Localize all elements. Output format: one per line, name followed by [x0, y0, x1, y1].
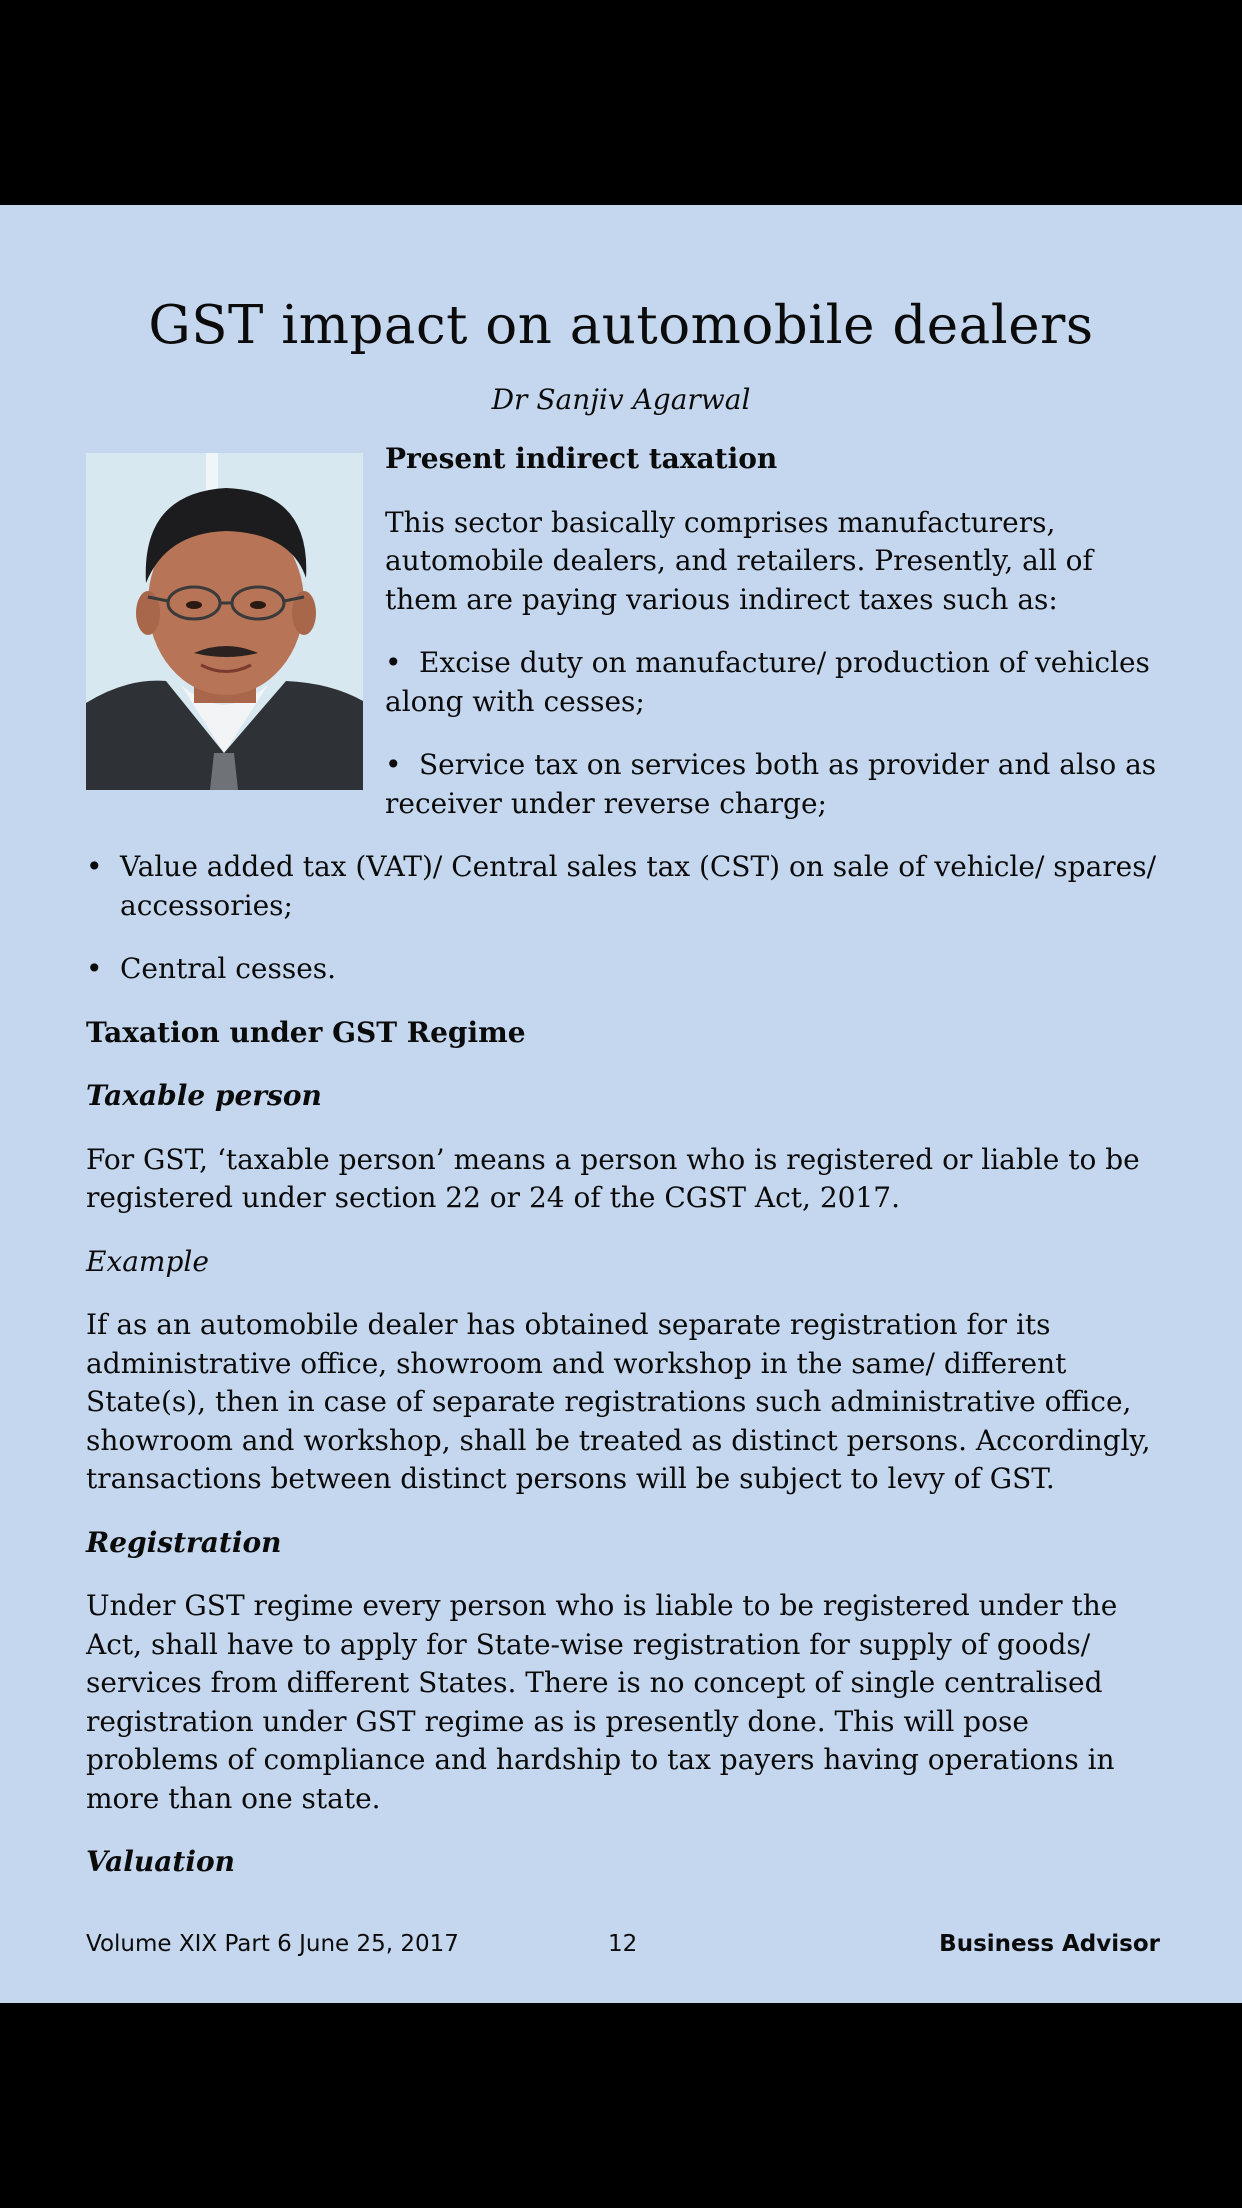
bullet-item: • Value added tax (VAT)/ Central sales tax (CST) on sale of vehicle/ spares/ accessories; [86, 850, 1157, 922]
footer-publication: Business Advisor [939, 1931, 1160, 1957]
bullet-marker: • [86, 952, 103, 985]
page-footer [86, 1931, 1160, 1963]
paragraph-taxable-person: For GST, ‘taxable person’ means a person who is registered or liable to be registered under section 22 or 24 of the CGST Act, 2017. [86, 1142, 1140, 1214]
bullet-item: • Central cesses. [86, 950, 1160, 989]
bullet-item: • Service tax on services both as provider and also as receiver under reverse charge; [385, 748, 1157, 820]
footer-volume: Volume XIX Part 6 June 25, 2017 [86, 1931, 459, 1957]
paragraph-registration: Under GST regime every person who is liable to be registered under the Act, shall have to apply for State-wise registration for supply of goods/ services from different States. There is no concept of single centralised registration under GST regime as is presently done. This will pose problems of compliance and hardship to tax payers having operations in more than one state. [86, 1589, 1118, 1815]
heading-valuation: Valuation [86, 1845, 236, 1878]
heading-present-taxation: Present indirect taxation [385, 442, 778, 475]
bullet-marker: • [86, 850, 103, 883]
article-body [86, 440, 1160, 1882]
heading-taxable-person: Taxable person [86, 1079, 322, 1112]
article-title: GST impact on automobile dealers [148, 295, 1094, 356]
article-author: Dr Sanjiv Agarwal [491, 383, 751, 416]
bullet-item: • Excise duty on manufacture/ production of vehicles along with cesses; [385, 646, 1150, 718]
heading-example: Example [86, 1244, 209, 1278]
heading-gst-regime: Taxation under GST Regime [86, 1015, 526, 1049]
footer-page-number: 12 [608, 1931, 638, 1957]
heading-registration: Registration [86, 1525, 282, 1559]
bullet-marker: • [385, 748, 402, 781]
bullet-marker: • [385, 646, 402, 679]
document-page [0, 205, 1242, 2003]
paragraph-present-intro: This sector basically comprises manufacturers, automobile dealers, and retailers. Presently, all of them are paying various indirect taxes such as: [385, 505, 1093, 616]
paragraph-example: If as an automobile dealer has obtained separate registration for its administrative office, showroom and workshop in the same/ different State(s), then in case of separate registrations such administrative office, showroom and workshop, shall be treated as distinct persons. Accordingly, transactions between distinct persons will be subject to levy of GST. [86, 1308, 1151, 1495]
